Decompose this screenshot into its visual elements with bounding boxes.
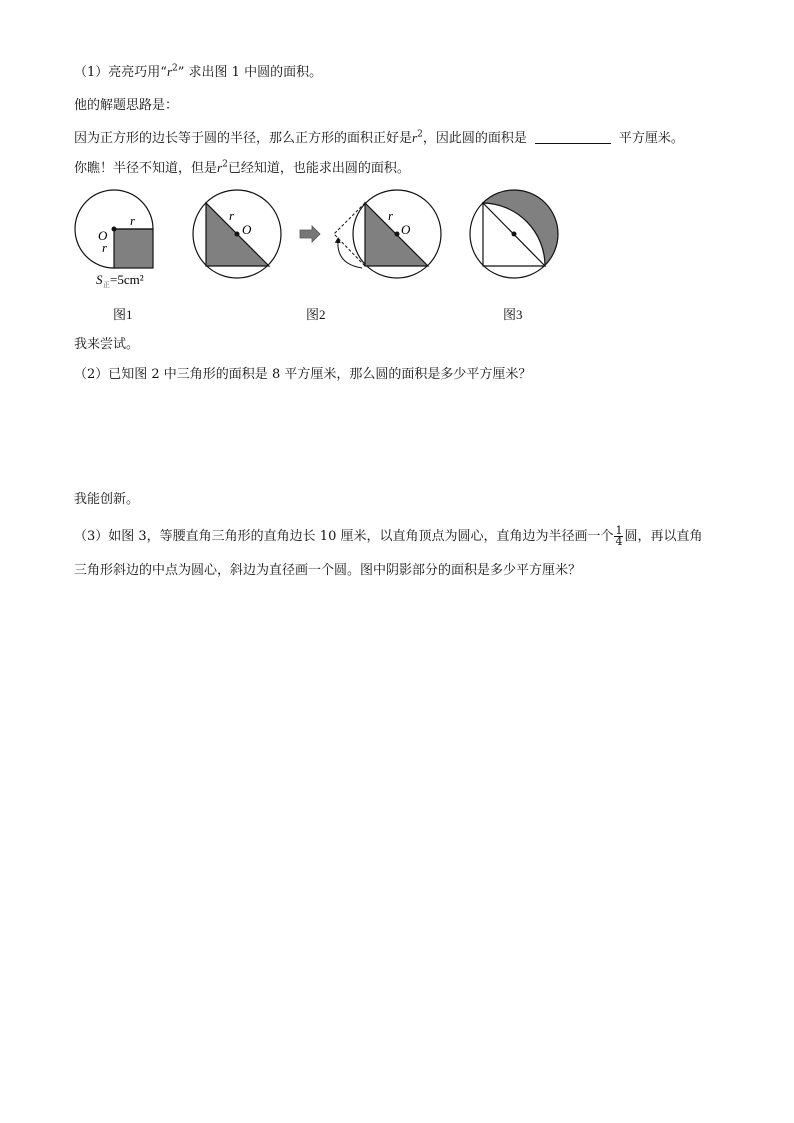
look-part1: 你瞧！半径不知道，但是 [74,161,218,176]
fig2-transform-arrow [300,226,320,242]
fig1-label-r-top: r [130,213,136,228]
fig2b-label-o: O [401,222,411,237]
q1-quote-close: ” [177,65,185,80]
create-heading: 我能创新。 [74,492,140,507]
q1-reason-exp: 2 [417,129,423,140]
fig2-label-r: r [229,208,235,223]
q1-reason-var: r [412,130,418,145]
fig1-area-value: =5cm² [110,272,144,287]
q1-suffix: 求出图 1 中圆的面积。 [188,65,323,80]
figure-3 [470,190,558,278]
look-part2: 已经知道，也能求出圆的面积。 [227,161,410,176]
fig3-shaded-region [483,190,558,266]
q3-fraction [614,526,623,547]
fig2-center-dot [235,232,240,237]
question-3-line-1 [74,526,703,547]
q1-reason-part3: 平方厘米。 [618,131,684,146]
q3-part2: 圆，再以直角 [624,529,703,544]
fig2b-label-r: r [388,208,394,223]
fig1-area-sub: 正 [103,281,110,289]
q1-exp: 2 [172,63,178,74]
fig1-label-o: O [98,228,108,243]
q1-prefix: （1）亮亮巧用 [74,65,161,80]
q1-reason-part2: ，因此圆的面积是 [422,131,527,146]
fig1-square [114,229,153,268]
look-var: r [217,160,223,175]
q3-frac-num: 1 [615,524,623,537]
q1-reason-part1: 因为正方形的边长等于圆的半径，那么正方形的面积正好是 [74,131,413,146]
q1-thought: 他的解题思路是： [74,98,179,113]
question-2: （2）已知图 2 中三角形的面积是 8 平方厘米，那么圆的面积是多少平方厘米？ [74,367,532,382]
question-3-line-2: 三角形斜边的中点为圆心，斜边为直径画一个圆。图中阴影部分的面积是多少平方厘米？ [74,563,582,578]
try-heading: 我来尝试。 [74,337,140,352]
q3-frac-den: 4 [615,535,623,548]
q1-var: r [166,64,172,79]
fig1-center-dot [112,227,117,232]
fig2-label-o: O [242,222,252,237]
q3-part1: （3）如图 3，等腰直角三角形的直角边长 10 厘米，以直角顶点为圆心，直角边为半径画一个 [74,529,614,544]
fig1-label-r-left: r [102,240,108,255]
fig3-caption: 图3 [503,307,523,322]
fig2b-dashed-triangle [334,203,365,266]
look-exp: 2 [222,159,228,170]
q1-quote-open: “ [160,65,167,80]
fig2-caption: 图2 [306,307,326,322]
figure-1 [75,190,153,289]
fig1-area-s: S [96,272,103,287]
fig2b-center-dot [395,232,400,237]
fig3-center-dot [512,232,517,237]
fig1-caption: 图1 [113,307,133,322]
figure-2 [193,190,441,278]
